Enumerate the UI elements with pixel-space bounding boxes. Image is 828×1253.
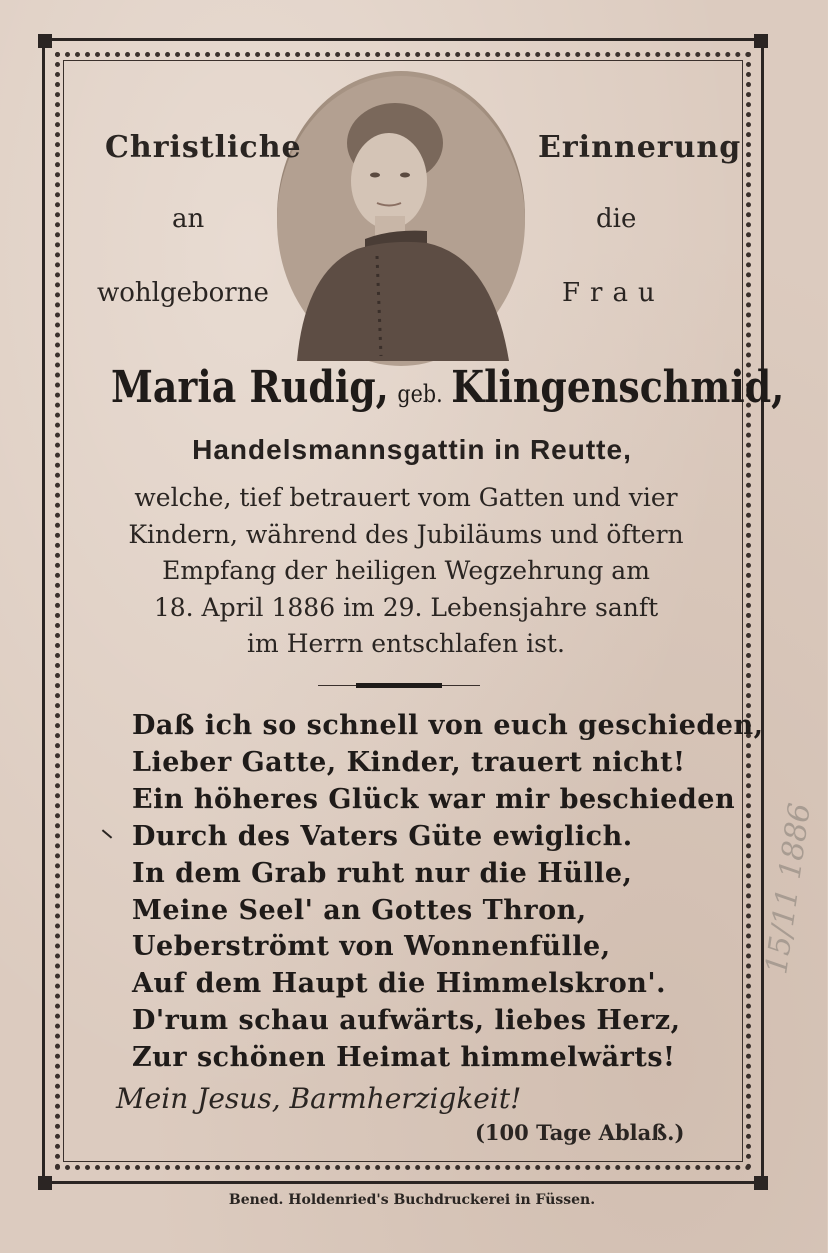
header-wohlgeborne: wohlgeborne <box>97 278 269 308</box>
deceased-name: Maria Rudig, <box>111 362 389 413</box>
border-corner <box>38 34 52 48</box>
handwritten-date: 15/11 1886 <box>759 800 818 977</box>
poem-line: Daß ich so schnell von euch geschieden, <box>132 710 764 741</box>
indulgence-note: (100 Tage Ablaß.) <box>475 1120 685 1145</box>
paragraph-line: 18. April 1886 im 29. Lebensjahre sanft <box>153 592 659 622</box>
prayer-invocation: Mein Jesus, Barmherzigkeit! <box>116 1082 522 1115</box>
paragraph-line: Empfang der heiligen Wegzehrung am <box>162 556 650 585</box>
poem-line: Durch des Vaters Güte ewiglich. <box>132 820 633 852</box>
header-right-title: Erinnerung <box>538 130 742 165</box>
handwritten-pencil-note <box>759 620 828 1160</box>
header-an: an <box>172 204 205 234</box>
deceased-name-line <box>111 362 785 413</box>
maiden-name: Klingenschmid, <box>451 362 785 413</box>
poem-line: In dem Grab ruht nur die Hülle, <box>132 857 633 889</box>
poem-line: Meine Seel' an Gottes Thron, <box>132 894 587 926</box>
paragraph-line: Kindern, während des Jubiläums und öftern <box>128 519 684 549</box>
printer-imprint: Bened. Holdenried's Buchdruckerei in Füssen. <box>228 1192 596 1208</box>
poem-line: Ueberströmt von Wonnenfülle, <box>132 931 611 963</box>
header-frau: Frau <box>562 278 665 308</box>
poem-line: Ein höheres Glück war mir beschieden <box>132 783 736 815</box>
poem-line: Lieber Gatte, Kinder, trauert nicht! <box>132 746 686 778</box>
header-die: die <box>596 204 637 234</box>
portrait-photo <box>277 71 525 361</box>
section-divider <box>318 684 480 688</box>
paragraph-line: im Herrn entschlafen ist. <box>247 629 565 658</box>
border-corner <box>38 1176 52 1190</box>
obituary-paragraph <box>78 480 734 663</box>
deceased-role: Handelsmannsgattin in Reutte, <box>192 434 632 465</box>
paragraph-line: welche, tief betrauert vom Gatten und vier <box>134 483 678 512</box>
border-corner <box>754 34 768 48</box>
poem-line: Zur schönen Heimat himmelwärts! <box>132 1042 676 1074</box>
poem-line: Auf dem Haupt die Himmelskron'. <box>132 968 666 1000</box>
memorial-poem <box>132 708 764 1077</box>
header-left-title: Christliche <box>105 130 302 165</box>
poem-line: D'rum schau aufwärts, liebes Herz, <box>132 1005 681 1037</box>
border-corner <box>754 1176 768 1190</box>
geb-label: geb. <box>397 380 443 408</box>
